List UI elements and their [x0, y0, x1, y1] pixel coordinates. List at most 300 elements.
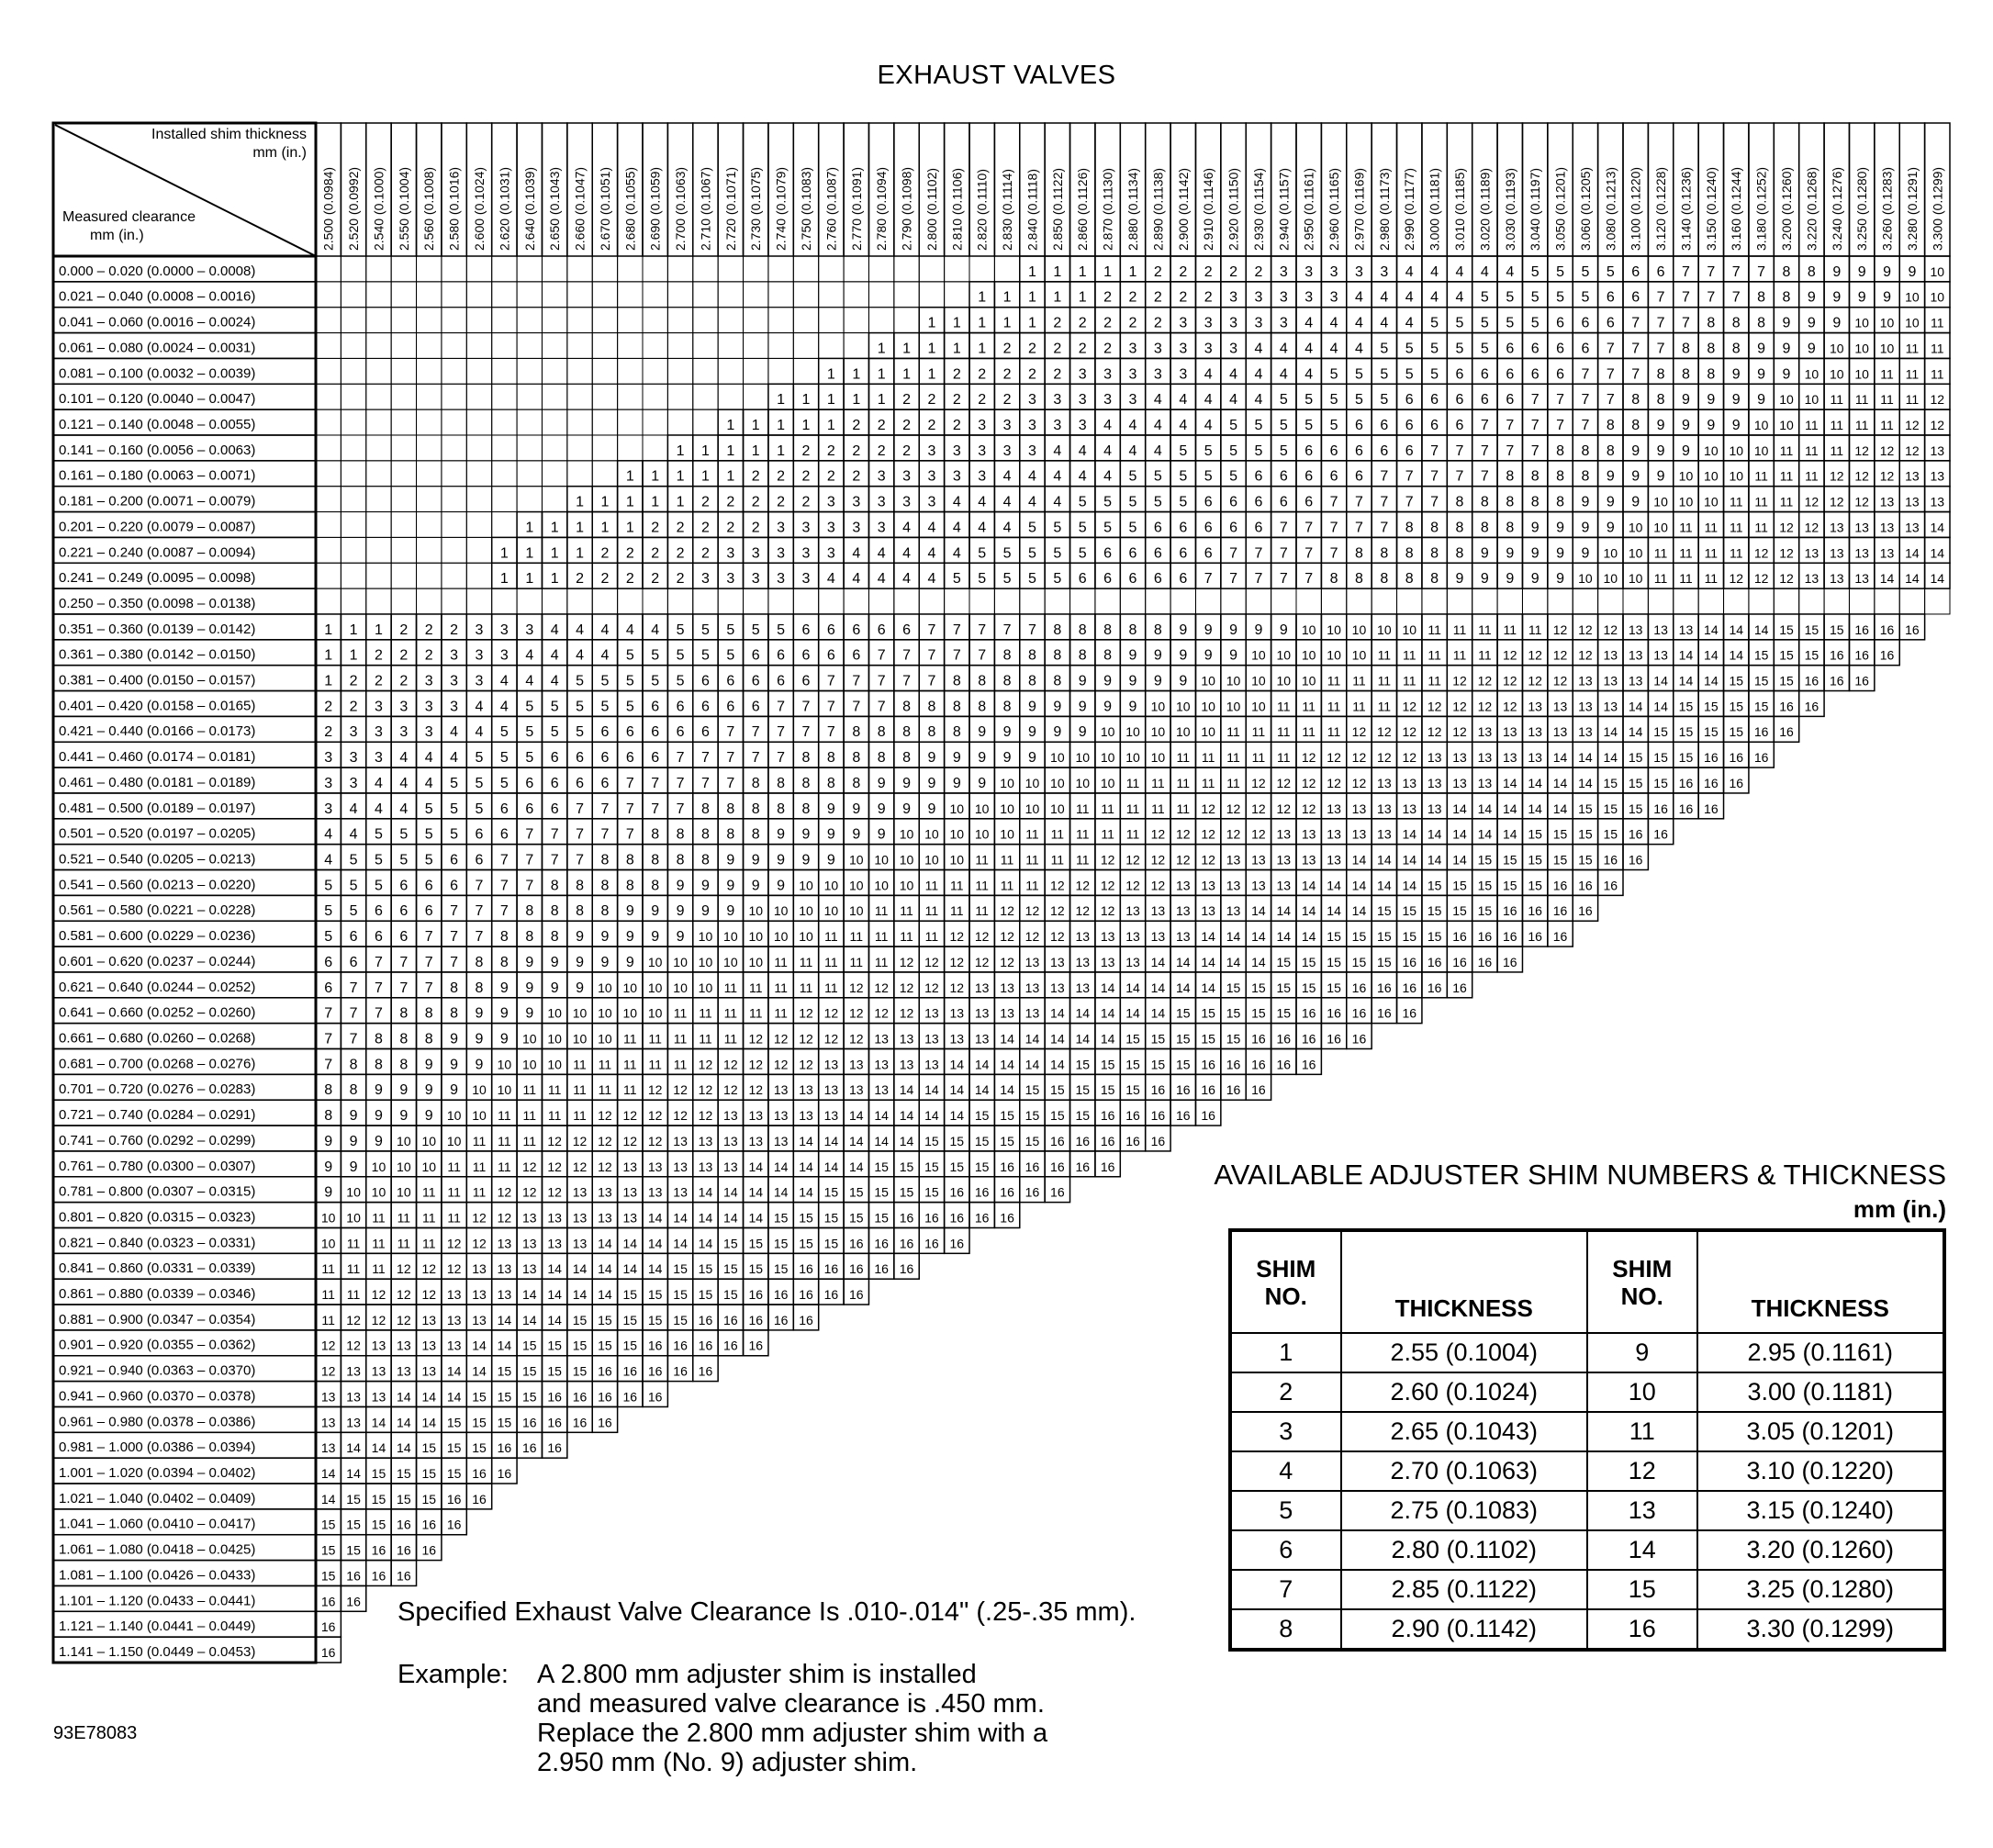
empty-cell — [592, 435, 617, 461]
shim-number: 5 — [1480, 315, 1489, 331]
shim-number: 4 — [550, 622, 559, 638]
shim-number: 11 — [522, 1133, 537, 1148]
shim-no-header-line1: SHIM — [1612, 1254, 1673, 1282]
shim-number: 5 — [1506, 315, 1515, 331]
installed-thickness-tick-label: 2.730 (0.1075) — [748, 166, 764, 251]
shim-number: 10 — [1578, 571, 1593, 587]
shim-number: 14 — [1729, 622, 1744, 637]
shim-number: 15 — [1477, 852, 1493, 868]
shim-number: 9 — [651, 929, 660, 946]
shim-number: 16 — [371, 1542, 386, 1558]
shim-number: 12 — [1351, 775, 1367, 790]
shim-number: 9 — [1002, 750, 1012, 767]
measured-clearance-tick-label: 0.541 – 0.560 (0.0213 – 0.0220) — [59, 877, 256, 893]
shim-number: 6 — [1405, 392, 1414, 409]
shim-number: 12 — [799, 1005, 813, 1021]
shim-thickness-cell: 2.80 (0.1102) — [1341, 1530, 1587, 1570]
empty-cell — [492, 487, 517, 512]
shim-number: 16 — [1402, 980, 1417, 995]
shim-number: 13 — [823, 1108, 839, 1124]
shim-number: 13 — [899, 1057, 914, 1072]
shim-number: 2 — [651, 571, 660, 588]
shim-number: 1 — [550, 545, 559, 562]
empty-cell — [667, 308, 692, 333]
shim-number: 15 — [1578, 826, 1593, 842]
empty-cell — [768, 333, 793, 359]
shim-number: 15 — [823, 1184, 839, 1200]
installed-thickness-tick-label: 2.750 (0.1083) — [799, 166, 813, 251]
shim-number: 10 — [1201, 673, 1215, 689]
shim-number: 8 — [1430, 571, 1439, 588]
shim-number: 12 — [773, 1031, 789, 1047]
shim-number: 9 — [1807, 289, 1816, 306]
shim-number: 9 — [1682, 442, 1690, 459]
shim-number: 3 — [399, 699, 409, 715]
shim-number: 11 — [1075, 801, 1090, 816]
shim-number: 9 — [499, 1005, 509, 1022]
shim-number: 14 — [1351, 903, 1367, 919]
shim-number: 5 — [1128, 468, 1137, 485]
shim-number: 3 — [375, 750, 383, 767]
shim-number: 14 — [874, 1133, 889, 1148]
shim-number: 12 — [421, 1261, 437, 1277]
shim-number: 14 — [1452, 852, 1467, 868]
shim-number: 7 — [349, 1005, 358, 1022]
shim-number: 14 — [397, 1415, 411, 1430]
empty-cell — [868, 256, 893, 282]
empty-cell — [919, 256, 944, 282]
shim-number: 12 — [1150, 826, 1166, 842]
shim-number: 7 — [1002, 622, 1012, 638]
shim-number: 9 — [978, 724, 987, 741]
shim-number: 6 — [1606, 289, 1615, 306]
shim-number: 16 — [572, 1415, 588, 1430]
shim-number: 12 — [874, 980, 889, 995]
example-line: 2.950 mm (No. 9) adjuster shim. — [537, 1748, 918, 1777]
empty-cell — [366, 282, 391, 308]
shim-number: 11 — [623, 1082, 637, 1098]
empty-cell — [341, 512, 365, 538]
shim-number: 6 — [1631, 289, 1640, 306]
shim-number: 15 — [723, 1236, 738, 1251]
shim-number: 10 — [397, 1159, 411, 1174]
shim-number: 16 — [320, 1619, 336, 1635]
shim-number: 10 — [1125, 750, 1140, 766]
empty-cell — [1170, 588, 1195, 614]
shim-number: 9 — [801, 852, 811, 868]
shim-number: 2 — [424, 622, 433, 638]
shim-number: 12 — [698, 1057, 713, 1072]
shim-number: 5 — [1103, 494, 1113, 510]
measured-clearance-tick-label: 0.581 – 0.600 (0.0229 – 0.0236) — [59, 928, 256, 945]
shim-number: 5 — [1405, 366, 1414, 383]
shim-number: 14 — [1402, 852, 1417, 868]
shim-number: 15 — [1477, 878, 1493, 893]
shim-number: 1 — [1028, 263, 1036, 280]
shim-number: 10 — [472, 1082, 487, 1098]
shim-number: 8 — [475, 980, 484, 996]
measured-clearance-tick-label: 1.121 – 1.140 (0.0441 – 0.0449) — [59, 1618, 256, 1635]
shim-number: 12 — [723, 1082, 738, 1098]
shim-number: 8 — [525, 929, 534, 946]
shim-number: 11 — [1905, 341, 1920, 356]
shim-number: 14 — [1050, 1057, 1065, 1072]
shim-number: 10 — [1050, 775, 1065, 790]
shim-number: 14 — [748, 1159, 764, 1174]
shim-number: 12 — [1779, 571, 1794, 587]
shim-number: 10 — [1000, 826, 1014, 842]
empty-cell — [417, 409, 442, 435]
shim-number: 8 — [399, 1031, 409, 1047]
empty-cell — [1875, 588, 1899, 614]
shim-number: 15 — [598, 1312, 612, 1327]
shim-number: 16 — [598, 1389, 612, 1405]
shim-number: 16 — [1251, 1057, 1266, 1072]
shim-number: 8 — [852, 724, 861, 741]
shim-number: 3 — [1002, 417, 1012, 433]
shim-number: 9 — [1782, 315, 1791, 331]
shim-number: 9 — [1480, 571, 1489, 588]
shim-number: 8 — [1506, 520, 1515, 536]
shim-number: 9 — [450, 1082, 459, 1099]
shim-number: 8 — [1556, 468, 1564, 485]
shim-number: 6 — [826, 647, 835, 664]
shim-number: 13 — [572, 1236, 588, 1251]
empty-cell — [542, 308, 566, 333]
shim-number: 8 — [651, 878, 660, 894]
measured-clearance-units: mm (in.) — [90, 228, 144, 243]
shim-thickness-cell: 2.60 (0.1024) — [1341, 1372, 1587, 1412]
shim-number: 14 — [1704, 622, 1719, 637]
shim-number: 7 — [1682, 315, 1690, 331]
shim-number: 5 — [1329, 417, 1338, 433]
empty-cell — [341, 435, 365, 461]
shim-number: 15 — [1226, 980, 1241, 995]
installed-thickness-tick-label: 2.650 (0.1043) — [547, 166, 563, 251]
shim-number: 3 — [826, 494, 835, 510]
shim-number: 11 — [748, 1005, 763, 1021]
empty-cell — [366, 358, 391, 384]
shim-number: 5 — [324, 878, 333, 894]
empty-cell — [744, 588, 768, 614]
shim-number: 7 — [1380, 520, 1389, 536]
shim-number: 9 — [1883, 289, 1891, 306]
shim-number: 12 — [622, 1133, 638, 1148]
shim-number: 4 — [525, 647, 534, 664]
shim-number: 3 — [978, 468, 987, 485]
shim-number: 8 — [751, 801, 760, 817]
shim-number: 12 — [1201, 801, 1215, 816]
shim-number: 5 — [576, 673, 584, 689]
shim-number: 7 — [576, 852, 584, 868]
shim-number: 10 — [1024, 775, 1040, 790]
empty-cell — [693, 308, 718, 333]
shim-number: 4 — [1405, 263, 1414, 280]
shim-number: 2 — [777, 494, 786, 510]
installed-thickness-label: Installed shim thickness — [151, 127, 307, 142]
shim-number: 15 — [1050, 1082, 1065, 1098]
shim-number: 6 — [625, 750, 634, 767]
shim-number: 13 — [1578, 699, 1593, 714]
shim-number: 15 — [1779, 647, 1794, 663]
shim-number: 10 — [1000, 775, 1014, 790]
shim-number: 9 — [1782, 366, 1791, 383]
shim-number: 13 — [773, 1133, 789, 1148]
shim-number: 4 — [424, 775, 433, 791]
shim-number: 16 — [647, 1338, 663, 1353]
empty-cell — [492, 409, 517, 435]
installed-thickness-tick-label: 2.940 (0.1157) — [1276, 167, 1292, 251]
measured-clearance-tick-label: 0.501 – 0.520 (0.0197 – 0.0205) — [59, 825, 256, 842]
shim-number: 12 — [799, 1031, 813, 1047]
shim-number: 6 — [1506, 366, 1515, 383]
available-shims-title: AVAILABLE ADJUSTER SHIM NUMBERS & THICKNESS — [1214, 1159, 1946, 1191]
shim-number: 6 — [1631, 263, 1640, 280]
shim-number: 16 — [949, 1210, 965, 1226]
shim-number: 10 — [974, 801, 990, 816]
empty-cell — [1070, 588, 1095, 614]
empty-cell — [517, 358, 542, 384]
shim-number: 4 — [1028, 468, 1036, 485]
shim-number: 4 — [978, 520, 987, 536]
empty-cell — [391, 333, 416, 359]
empty-cell — [442, 358, 466, 384]
shim-number: 3 — [1355, 263, 1363, 280]
shim-number: 10 — [1854, 366, 1869, 382]
shim-number: 14 — [748, 1210, 764, 1226]
shim-number: 13 — [1603, 647, 1618, 663]
shim-number: 12 — [874, 1005, 889, 1021]
shim-number: 7 — [978, 622, 987, 638]
shim-number: 14 — [723, 1184, 738, 1200]
shim-number: 1 — [927, 341, 936, 357]
shim-number: 12 — [748, 1082, 764, 1098]
shim-number: 12 — [1351, 724, 1367, 740]
example-line: and measured valve clearance is .450 mm. — [537, 1689, 1045, 1719]
shim-number: 5 — [1455, 341, 1464, 357]
shim-number: 7 — [525, 878, 534, 894]
shim-number: 10 — [949, 852, 965, 868]
shim-number: 5 — [349, 878, 358, 894]
shim-number: 11 — [874, 929, 889, 945]
shim-number: 16 — [446, 1491, 462, 1506]
shim-number: 8 — [1455, 494, 1464, 510]
shim-number: 13 — [1050, 954, 1065, 969]
shim-number: 8 — [777, 801, 786, 817]
shim-number: 7 — [1430, 494, 1439, 510]
shim-number: 10 — [1175, 699, 1191, 714]
shim-number: 6 — [1556, 366, 1564, 383]
shim-number: 16 — [1678, 801, 1694, 816]
shim-number: 13 — [622, 1159, 638, 1174]
shim-number: 16 — [472, 1466, 487, 1482]
empty-cell — [868, 308, 893, 333]
shim-number: 15 — [421, 1491, 437, 1506]
shim-number: 11 — [1653, 545, 1668, 561]
shim-number: 3 — [1103, 366, 1113, 383]
shim-number: 11 — [1729, 520, 1743, 535]
shim-number: 3 — [1329, 289, 1338, 306]
shim-number: 2 — [751, 494, 760, 510]
shim-number: 16 — [1075, 1159, 1091, 1174]
shim-number: 10 — [1075, 750, 1091, 766]
shim-number: 6 — [826, 622, 835, 638]
shim-number: 12 — [748, 1031, 764, 1047]
shim-number: 9 — [399, 1108, 409, 1125]
empty-cell — [391, 487, 416, 512]
shim-number-cell: 16 — [1587, 1609, 1697, 1650]
shim-number: 8 — [399, 1005, 409, 1022]
shim-number: 5 — [1355, 392, 1363, 409]
empty-cell — [442, 487, 466, 512]
shim-number: 9 — [1053, 724, 1062, 741]
shim-number: 3 — [751, 545, 760, 562]
shim-number: 6 — [576, 750, 584, 767]
shim-number: 14 — [899, 1082, 914, 1098]
installed-thickness-tick-label: 3.030 (0.1193) — [1502, 167, 1517, 251]
shim-number: 5 — [1329, 366, 1338, 383]
shim-number: 6 — [450, 852, 459, 868]
measured-clearance-tick-label: 0.021 – 0.040 (0.0008 – 0.0016) — [59, 288, 256, 305]
shim-number: 7 — [701, 775, 710, 791]
shim-number: 4 — [450, 750, 459, 767]
shim-number: 15 — [397, 1466, 411, 1482]
shim-number: 11 — [774, 1005, 788, 1021]
shim-number: 14 — [1201, 929, 1215, 945]
shim-number: 9 — [1204, 647, 1213, 664]
shim-number: 4 — [1128, 442, 1137, 459]
shim-number: 13 — [799, 1082, 813, 1098]
shim-number: 4 — [1229, 366, 1237, 383]
shim-number: 6 — [550, 750, 559, 767]
shim-number: 9 — [375, 1082, 383, 1099]
shim-number: 15 — [1351, 954, 1367, 969]
empty-cell — [693, 358, 718, 384]
empty-cell — [492, 358, 517, 384]
shim-number: 5 — [1229, 442, 1237, 459]
shim-number: 16 — [1150, 1082, 1166, 1098]
shim-number: 9 — [1128, 673, 1137, 689]
shim-number: 13 — [1377, 775, 1392, 790]
shim-number: 8 — [852, 775, 861, 791]
shim-number: 9 — [1078, 699, 1087, 715]
shim-number: 14 — [521, 1287, 537, 1303]
shim-number: 2 — [751, 520, 760, 536]
shim-number: 5 — [499, 750, 509, 767]
shim-number: 16 — [1150, 1133, 1166, 1148]
shim-number: 14 — [421, 1415, 437, 1430]
shim-number: 13 — [1528, 699, 1542, 714]
shim-number: 7 — [676, 775, 685, 791]
shim-number: 2 — [1028, 366, 1036, 383]
shim-number: 2 — [1153, 315, 1162, 331]
shim-number: 11 — [1125, 826, 1140, 842]
shim-number: 7 — [1631, 341, 1640, 357]
shim-number: 11 — [1176, 750, 1191, 766]
shim-number: 3 — [1078, 366, 1087, 383]
empty-cell — [1095, 588, 1120, 614]
shim-number: 14 — [547, 1261, 562, 1277]
shim-number: 7 — [902, 673, 911, 689]
shim-number: 11 — [824, 929, 838, 945]
shim-number: 7 — [1606, 392, 1615, 409]
shim-number: 4 — [1229, 392, 1237, 409]
shim-number: 8 — [576, 903, 584, 920]
shim-number: 13 — [1125, 903, 1140, 919]
shim-number: 12 — [1402, 724, 1417, 740]
shim-number: 10 — [1628, 571, 1643, 587]
shim-number: 1 — [877, 341, 886, 357]
shim-number: 13 — [572, 1210, 588, 1226]
shim-number: 11 — [1176, 775, 1191, 790]
shim-number: 6 — [726, 673, 735, 689]
shim-number: 9 — [877, 826, 886, 843]
shim-number: 7 — [525, 852, 534, 868]
shim-number: 5 — [1179, 468, 1188, 485]
shim-number: 3 — [1153, 366, 1162, 383]
shim-number: 12 — [1502, 647, 1517, 663]
shim-number: 14 — [1000, 1057, 1014, 1072]
shim-number: 7 — [525, 826, 534, 843]
shim-number: 10 — [974, 826, 990, 842]
shim-number: 5 — [576, 724, 584, 741]
empty-cell — [492, 588, 517, 614]
shim-number: 15 — [1678, 724, 1694, 740]
shim-number: 10 — [521, 1031, 537, 1047]
shim-number: 1 — [600, 520, 610, 536]
shim-number: 6 — [1581, 341, 1590, 357]
shim-number: 2 — [902, 442, 911, 459]
shim-number: 16 — [848, 1287, 864, 1303]
shim-number: 7 — [1430, 442, 1439, 459]
chart-title: EXHAUST VALVES — [877, 61, 1116, 90]
shim-number: 1 — [525, 571, 534, 588]
shim-number: 14 — [1075, 1005, 1091, 1021]
example-text — [537, 1660, 1047, 1777]
shim-number: 3 — [1380, 263, 1389, 280]
shim-number: 6 — [1254, 468, 1263, 485]
shim-number: 13 — [974, 1005, 990, 1021]
shim-number: 6 — [1656, 263, 1665, 280]
shim-number: 9 — [852, 801, 861, 817]
shim-number: 15 — [446, 1440, 462, 1456]
shim-number: 16 — [1125, 1108, 1140, 1124]
shim-number: 12 — [1125, 878, 1140, 893]
shim-number: 9 — [550, 954, 559, 970]
shim-number: 14 — [1402, 826, 1417, 842]
shim-number: 9 — [625, 954, 634, 970]
shim-number: 3 — [1179, 341, 1188, 357]
shim-number: 16 — [1402, 1005, 1417, 1021]
shim-number: 9 — [1757, 366, 1766, 383]
shim-number: 1 — [1078, 263, 1087, 280]
shim-number: 10 — [949, 801, 965, 816]
empty-cell — [793, 256, 818, 282]
shim-number: 3 — [1279, 263, 1288, 280]
empty-cell — [417, 588, 442, 614]
shim-number: 14 — [1301, 903, 1316, 919]
shim-number: 7 — [777, 699, 786, 715]
shim-number: 6 — [1229, 520, 1237, 536]
measured-clearance-tick-label: 0.101 – 0.120 (0.0040 – 0.0047) — [59, 391, 256, 408]
shim-number: 9 — [1530, 571, 1540, 588]
shim-number: 13 — [723, 1108, 738, 1124]
shim-number: 9 — [1782, 341, 1791, 357]
shim-number: 11 — [1452, 647, 1467, 663]
shim-number: 5 — [777, 622, 786, 638]
shim-number: 15 — [1603, 826, 1618, 842]
shim-number: 5 — [1304, 417, 1314, 433]
